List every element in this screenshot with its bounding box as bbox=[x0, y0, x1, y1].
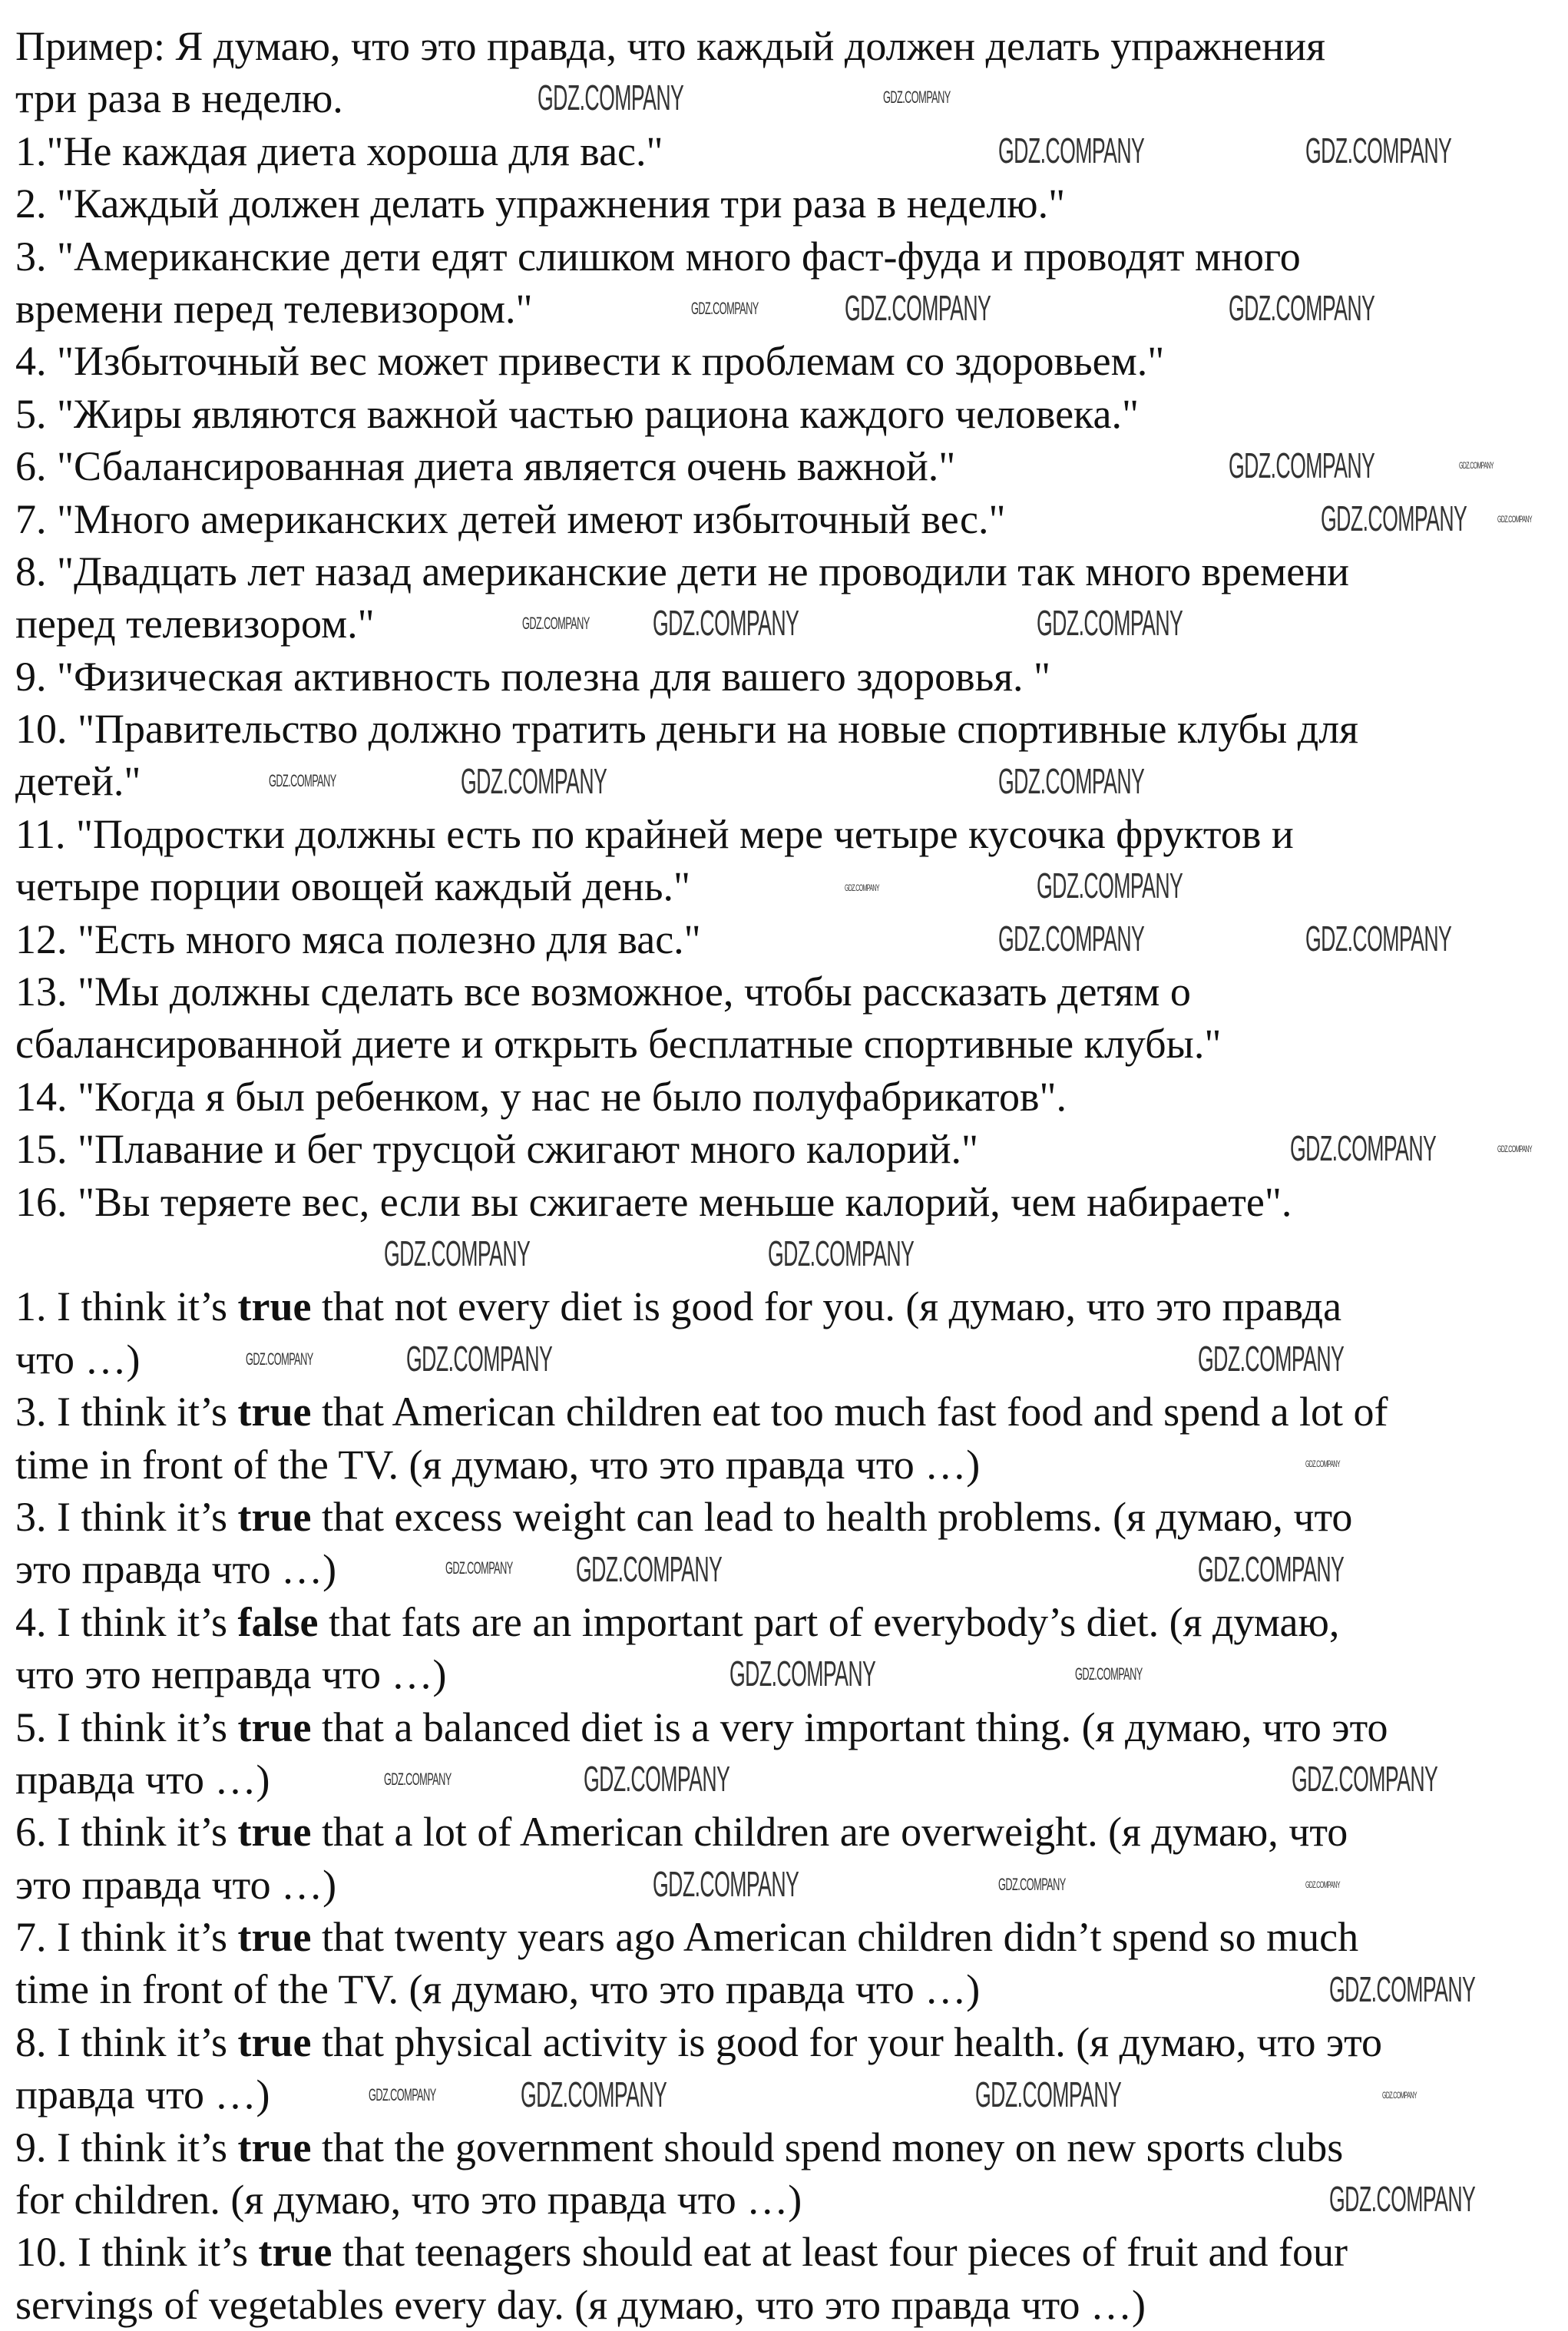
text-line: три раза в неделю. bbox=[15, 75, 343, 122]
text-line: это правда что …) bbox=[15, 1546, 337, 1593]
watermark-logo-small: GDZ.COMPANY bbox=[369, 2085, 436, 2104]
text-line bbox=[15, 1911, 1559, 1963]
answer-prefix: 4. I think it’s bbox=[15, 1598, 238, 1645]
answer-prefix: 5. I think it’s bbox=[15, 1704, 238, 1750]
text-line: 14. "Когда я был ребенком, у нас не было полуфабрикатов". bbox=[15, 1073, 1067, 1120]
answer-verdict: true bbox=[237, 2124, 312, 2170]
watermark-logo: GDZ.COMPANY bbox=[845, 288, 991, 328]
english-answer bbox=[15, 2016, 1559, 2121]
answer-prefix: 3. I think it’s bbox=[15, 1389, 238, 1435]
text-line: 16. "Вы теряете вес, если вы сжигаете меньше калорий, чем набираете". bbox=[15, 1178, 1292, 1225]
watermark-logo: GDZ.COMPANY bbox=[1229, 288, 1375, 328]
watermark-logo: GDZ.COMPANY bbox=[768, 1233, 915, 1273]
watermark-logo: GDZ.COMPANY bbox=[653, 603, 799, 643]
watermark-logo: GDZ.COMPANY bbox=[461, 761, 607, 801]
watermark-logo-small: GDZ.COMPANY bbox=[269, 771, 336, 790]
watermark-logo-small: GDZ.COMPANY bbox=[1075, 1664, 1143, 1684]
answer-verdict: true bbox=[237, 1914, 312, 1961]
answer-text: that a lot of American children are overweight. (я думаю, что bbox=[311, 1809, 1348, 1856]
watermark-logo-tiny: GDZ.COMPANY bbox=[1497, 1144, 1532, 1154]
text-line: Пример: Я думаю, что это правда, что каждый должен делать упражнения bbox=[15, 23, 1325, 69]
text-line: 7. "Много американских детей имеют избыточный вес." bbox=[15, 495, 1006, 542]
watermark-logo-small: GDZ.COMPANY bbox=[522, 614, 590, 633]
text-line bbox=[15, 2016, 1559, 2068]
watermark-logo-small: GDZ.COMPANY bbox=[883, 88, 951, 107]
russian-statement bbox=[15, 703, 1559, 808]
text-line: 6. "Сбалансированная диета является очень важной." bbox=[15, 443, 956, 490]
answer-prefix: 6. I think it’s bbox=[15, 1809, 238, 1856]
text-line: 4. "Избыточный вес может привести к проблемам со здоровьем." bbox=[15, 338, 1165, 385]
text-line bbox=[15, 1596, 1559, 1648]
watermark-logo: GDZ.COMPANY bbox=[1329, 1969, 1476, 2009]
watermark-logo: GDZ.COMPANY bbox=[1229, 445, 1375, 485]
answer-prefix: 8. I think it’s bbox=[15, 2018, 238, 2065]
answer-text: that twenty years ago American children didn’t spend so much bbox=[311, 1914, 1359, 1961]
answer-prefix: 10. I think it’s bbox=[15, 2229, 259, 2276]
watermark-logo: GDZ.COMPANY bbox=[576, 1549, 723, 1589]
english-answer bbox=[15, 1386, 1559, 1491]
russian-statement bbox=[15, 388, 1559, 440]
text-line: 9. "Физическая активность полезна для вашего здоровья. " bbox=[15, 653, 1051, 700]
text-line: четыре порции овощей каждый день." bbox=[15, 863, 691, 910]
russian-statement bbox=[15, 808, 1559, 913]
answer-prefix: 7. I think it’s bbox=[15, 1914, 238, 1961]
document-body bbox=[15, 20, 1559, 2331]
text-line: времени перед телевизором." bbox=[15, 285, 533, 332]
answer-text: that a balanced diet is a very important thing. (я думаю, что это bbox=[311, 1704, 1388, 1750]
text-line: 15. "Плавание и бег трусцой сжигают много калорий." bbox=[15, 1126, 979, 1173]
example-sentence bbox=[15, 20, 1559, 125]
watermark-logo: GDZ.COMPANY bbox=[1198, 1339, 1345, 1379]
text-line: 10. "Правительство должно тратить деньги на новые спортивные клубы для bbox=[15, 706, 1359, 753]
answer-prefix: 3. I think it’s bbox=[15, 1493, 238, 1540]
answer-prefix: 9. I think it’s bbox=[15, 2124, 238, 2170]
text-line: сбалансированной диете и открыть бесплатные спортивные клубы." bbox=[15, 1021, 1222, 1068]
answer-verdict: true bbox=[237, 1283, 312, 1330]
watermark-logo: GDZ.COMPANY bbox=[1292, 1759, 1438, 1799]
watermark-logo: GDZ.COMPANY bbox=[1305, 131, 1452, 171]
watermark-logo: GDZ.COMPANY bbox=[729, 1654, 876, 1694]
text-line: это правда что …) bbox=[15, 1861, 337, 1908]
answer-text: that excess weight can lead to health problems. (я думаю, что bbox=[311, 1493, 1353, 1540]
text-line bbox=[15, 1280, 1559, 1333]
watermark-logo: GDZ.COMPANY bbox=[384, 1233, 531, 1273]
watermark-logo-tiny: GDZ.COMPANY bbox=[845, 882, 879, 893]
answer-text: that American children eat too much fast food and spend a lot of bbox=[311, 1389, 1388, 1435]
russian-statement bbox=[15, 651, 1559, 703]
watermark-logo: GDZ.COMPANY bbox=[1305, 919, 1452, 959]
russian-statement bbox=[15, 965, 1559, 1071]
text-line bbox=[15, 2226, 1559, 2278]
answer-verdict: true bbox=[237, 1493, 312, 1540]
text-line: правда что …) bbox=[15, 2071, 270, 2118]
watermark-logo: GDZ.COMPANY bbox=[998, 131, 1145, 171]
text-line bbox=[15, 2121, 1559, 2174]
answer-text: that teenagers should eat at least four pieces of fruit and four bbox=[332, 2229, 1348, 2276]
answer-text: that not every diet is good for you. (я думаю, что это правда bbox=[311, 1283, 1342, 1330]
text-line: 13. "Мы должны сделать все возможное, чтобы рассказать детям о bbox=[15, 968, 1191, 1015]
text-line: 8. "Двадцать лет назад американские дети не проводили так много времени bbox=[15, 548, 1350, 594]
answer-prefix: 1. I think it’s bbox=[15, 1283, 238, 1330]
watermark-logo: GDZ.COMPANY bbox=[1321, 498, 1467, 538]
text-line bbox=[15, 1806, 1559, 1858]
text-line: 12. "Есть много мяса полезно для вас." bbox=[15, 916, 701, 962]
text-line: 1."Не каждая диета хороша для вас." bbox=[15, 127, 663, 174]
watermark-logo: GDZ.COMPANY bbox=[998, 761, 1145, 801]
answer-verdict: true bbox=[258, 2229, 332, 2276]
text-line: что …) bbox=[15, 1336, 141, 1382]
watermark-logo: GDZ.COMPANY bbox=[998, 919, 1145, 959]
watermark-logo: GDZ.COMPANY bbox=[653, 1864, 799, 1904]
watermark-logo-tiny: GDZ.COMPANY bbox=[1382, 2090, 1417, 2101]
watermark-logo-small: GDZ.COMPANY bbox=[246, 1349, 313, 1369]
text-line bbox=[15, 1491, 1559, 1543]
russian-statement bbox=[15, 1071, 1559, 1123]
answer-text: that the government should spend money on new sports clubs bbox=[311, 2124, 1344, 2170]
answer-verdict: false bbox=[237, 1598, 319, 1645]
russian-statement bbox=[15, 335, 1559, 387]
answer-text: that fats are an important part of everybody’s diet. (я думаю, bbox=[318, 1598, 1340, 1645]
answer-verdict: true bbox=[237, 2018, 312, 2065]
answer-verdict: true bbox=[237, 1809, 312, 1856]
english-answer bbox=[15, 1911, 1559, 2016]
watermark-logo-small: GDZ.COMPANY bbox=[445, 1558, 513, 1578]
text-line: 2. "Каждый должен делать упражнения три раза в неделю." bbox=[15, 180, 1066, 227]
watermark-logo: GDZ.COMPANY bbox=[1329, 2179, 1476, 2219]
watermark-logo-tiny: GDZ.COMPANY bbox=[1305, 1459, 1340, 1469]
watermark-logo-tiny: GDZ.COMPANY bbox=[1497, 514, 1532, 525]
answer-text: that physical activity is good for your health. (я думаю, что это bbox=[311, 2018, 1383, 2065]
english-answer bbox=[15, 2121, 1559, 2227]
watermark-logo-tiny: GDZ.COMPANY bbox=[1305, 1879, 1340, 1890]
answer-verdict: true bbox=[237, 1389, 312, 1435]
watermark-logo: GDZ.COMPANY bbox=[1037, 603, 1183, 643]
watermark-logo: GDZ.COMPANY bbox=[1198, 1549, 1345, 1589]
text-line: servings of vegetables every day. (я думаю, что это правда что …) bbox=[15, 2281, 1146, 2328]
watermark-logo: GDZ.COMPANY bbox=[975, 2074, 1122, 2114]
text-line: правда что …) bbox=[15, 1756, 270, 1803]
text-line: 5. "Жиры являются важной частью рациона каждого человека." bbox=[15, 390, 1139, 437]
watermark-logo-tiny: GDZ.COMPANY bbox=[1459, 460, 1494, 471]
text-line: что это неправда что …) bbox=[15, 1651, 447, 1698]
watermark-logo: GDZ.COMPANY bbox=[1290, 1128, 1437, 1168]
text-line: перед телевизором." bbox=[15, 601, 375, 647]
watermark-logo: GDZ.COMPANY bbox=[584, 1759, 730, 1799]
watermark-logo: GDZ.COMPANY bbox=[1037, 866, 1183, 906]
text-line: 11. "Подростки должны есть по крайней мере четыре кусочка фруктов и bbox=[15, 810, 1294, 857]
watermark-logo-small: GDZ.COMPANY bbox=[998, 1875, 1066, 1894]
watermark-logo: GDZ.COMPANY bbox=[406, 1339, 553, 1379]
text-line bbox=[15, 1701, 1559, 1753]
text-line bbox=[15, 1386, 1559, 1438]
watermark-logo-small: GDZ.COMPANY bbox=[384, 1770, 452, 1789]
text-line: 3. "Американские дети едят слишком много фаст-фуда и проводят много bbox=[15, 233, 1301, 280]
watermark-logo: GDZ.COMPANY bbox=[538, 78, 684, 118]
text-line: time in front of the TV. (я думаю, что это правда что …) bbox=[15, 1966, 981, 2013]
text-line: детей." bbox=[15, 758, 141, 805]
watermark-logo-small: GDZ.COMPANY bbox=[691, 299, 759, 318]
watermark-logo: GDZ.COMPANY bbox=[521, 2074, 667, 2114]
russian-statement bbox=[15, 1176, 1559, 1228]
english-answer bbox=[15, 2226, 1559, 2331]
russian-statement bbox=[15, 177, 1559, 230]
text-line: for children. (я думаю, что это правда что …) bbox=[15, 2177, 802, 2223]
text-line: time in front of the TV. (я думаю, что это правда что …) bbox=[15, 1441, 981, 1488]
answer-verdict: true bbox=[237, 1704, 312, 1750]
